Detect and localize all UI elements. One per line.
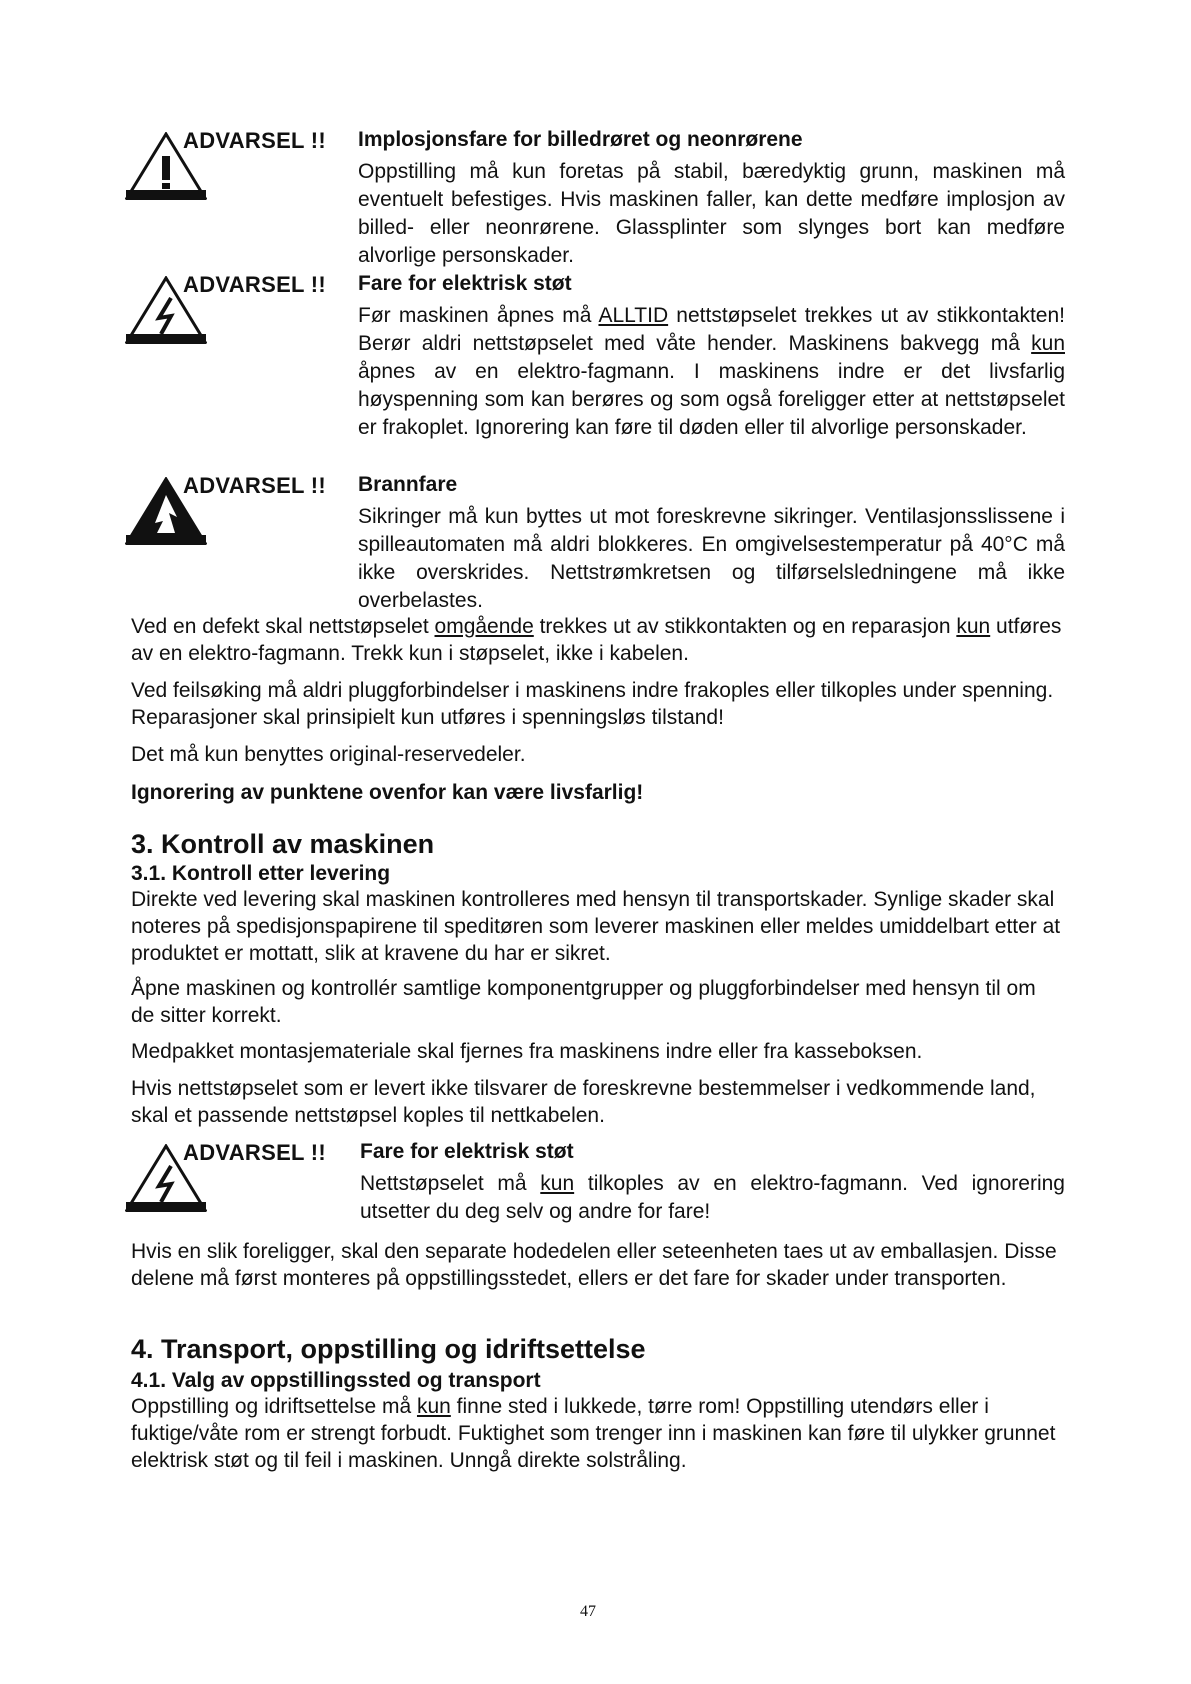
warning-title: Brannfare [358, 473, 458, 496]
warning-text: Sikringer må kun byttes ut mot foreskrevne sikringer. Ventilasjonsslissene i spilleautomaten må aldri blokkeres. En omgivelsestemperatur på 40°C må ikke overskrides. Nettstrømkretsen og tilførselsledningene må ikke overbelastes. [358, 505, 1065, 612]
warning-electric-shock [125, 272, 1065, 442]
warning-title: Fare for elektrisk støt [360, 1140, 574, 1163]
plug-paragraph: Hvis nettstøpselet som er levert ikke tilsvarer de foreskrevne bestemmelser i vedkommende land, skal et passende nettstøpsel koples til nettkabelen. [131, 1077, 1036, 1127]
delivery-paragraph: Direkte ved levering skal maskinen kontrolleres med hensyn til transportskader. Synlige skader skal noteres på spedisjonspapirene til speditøren som leverer maskinen eller meldes umiddelbart etter at produktet er mottatt, slik at kravene du har er sikret. [131, 888, 1061, 965]
emphasis: omgående [434, 615, 534, 638]
packing-paragraph: Medpakket montasjemateriale skal fjernes fra maskinens indre eller fra kasseboksen. [131, 1040, 923, 1063]
page-number: 47 [580, 1603, 596, 1620]
placement-paragraph: Oppstilling og idriftsettelse må kun finne sted i lukkede, tørre rom! Oppstilling utendørs eller i fuktige/våte rom er strengt forbudt. Fuktighet som trenger inn i maskinen kan føre til ulykker grunnet elektrisk støt og til feil i maskinen. Unngå direkte solstråling. [131, 1395, 1056, 1472]
head-unit-paragraph: Hvis en slik foreligger, skal den separate hodedelen eller seteenheten taes ut av emballasjen. Disse delene må først monteres på oppstillingsstedet, ellers er det fare for skader under transporten. [131, 1240, 1057, 1290]
warning-label: ADVARSEL !! [183, 128, 327, 153]
section-3-heading: 3. Kontroll av maskinen [131, 829, 435, 859]
emphasis: kun [1031, 332, 1065, 355]
emphasis: ALLTID [598, 304, 669, 327]
ignore-warning-paragraph: Ignorering av punktene ovenfor kan være livsfarlig! [131, 781, 644, 804]
warning-title: Fare for elektrisk støt [358, 272, 572, 295]
warning-implosion [125, 128, 1065, 270]
warning-electric-shock-2 [125, 1140, 1065, 1226]
section-4-1-heading: 4.1. Valg av oppstillingssted og transport [131, 1369, 541, 1392]
warning-text: Oppstilling må kun foretas på stabil, bæredyktig grunn, maskinen må eventuelt befestiges. Hvis maskinen faller, kan dette medføre implosjon av billed- eller neonrørene. Glassplinter som slynges bort kan medføre alvorlige personskader. [358, 160, 1065, 267]
section-3-1-heading: 3.1. Kontroll etter levering [131, 862, 391, 885]
warning-label: ADVARSEL !! [183, 1140, 327, 1165]
troubleshoot-paragraph: Ved feilsøking må aldri pluggforbindelser i maskinens indre frakoples eller tilkoples under spenning. Reparasjoner skal prinsipielt kun utføres i spenningsløs tilstand! [131, 679, 1054, 729]
warning-text: Før maskinen åpnes må ALLTID nettstøpselet trekkes ut av stikkontakten! Berør aldri nettstøpselet med våte hender. Maskinens bakvegg må kun åpnes av en elektro-fagmann. I maskinens indre er det livsfarlig høyspenning som kan berøres og som også foreligger etter at nettstøpselet er frakoplet. Ignorering kan føre til døden eller til alvorlige personskader. [358, 304, 1065, 439]
section-4-heading: 4. Transport, oppstilling og idriftsettelse [131, 1334, 646, 1364]
defect-paragraph: Ved en defekt skal nettstøpselet omgående trekkes ut av stikkontakten og en reparasjon kun utføres av en elektro-fagmann. Trekk kun i støpselet, ikke i kabelen. [131, 615, 1062, 665]
warning-label: ADVARSEL !! [183, 272, 327, 297]
original-parts-paragraph: Det må kun benyttes original-reservedeler. [131, 743, 526, 766]
emphasis: kun [956, 615, 991, 638]
emphasis: kun [540, 1172, 575, 1195]
warning-fire [125, 473, 1065, 615]
open-machine-paragraph: Åpne maskinen og kontrollér samtlige komponentgrupper og pluggforbindelser med hensyn til om de sitter korrekt. [131, 977, 1036, 1027]
warning-text: Nettstøpselet må kun tilkoples av en elektro-fagmann. Ved ignorering utsetter du deg selv og andre for fare! [360, 1172, 1065, 1223]
emphasis: kun [416, 1395, 451, 1418]
warning-label: ADVARSEL !! [183, 473, 327, 498]
warning-title: Implosjonsfare for billedrøret og neonrørene [358, 128, 803, 151]
